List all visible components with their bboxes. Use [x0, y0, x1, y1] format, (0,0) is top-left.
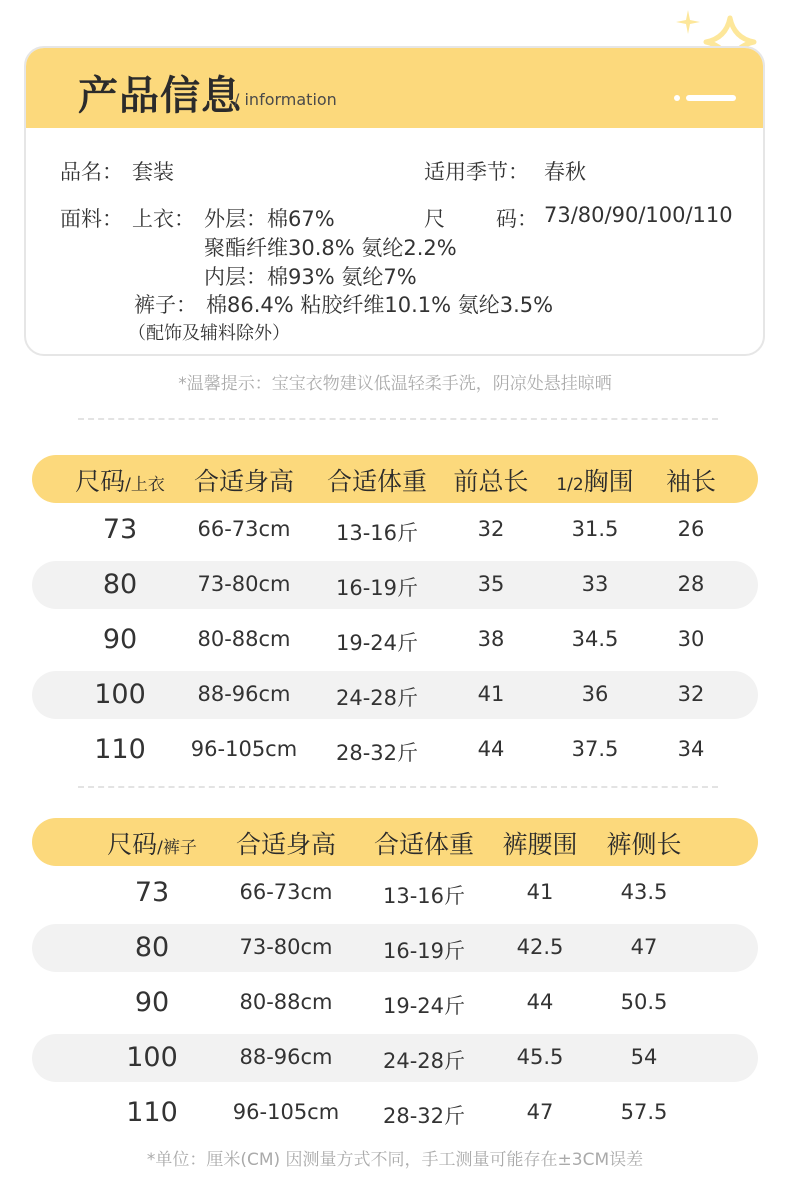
size-label-1: 尺 — [424, 207, 445, 231]
table-cell: 88-96cm — [197, 682, 291, 706]
page-title: 产品信息 — [78, 73, 242, 119]
season-value: 春秋 — [544, 160, 586, 184]
table-cell: 44 — [477, 737, 505, 761]
table-cell: 88-96cm — [239, 1045, 333, 1069]
table-cell: 43.5 — [620, 880, 668, 904]
table-cell: 34.5 — [571, 627, 619, 651]
table-cell: 34 — [677, 737, 705, 761]
table-cell: 80-88cm — [197, 627, 291, 651]
table-cell: 31.5 — [571, 517, 619, 541]
table-cell: 47 — [526, 1100, 554, 1124]
size-label-2: 码： — [496, 207, 538, 231]
table-cell: 66-73cm — [239, 880, 333, 904]
header-label: 合适体重 — [373, 830, 475, 859]
header-label: 合适体重 — [326, 467, 428, 496]
fabric-note: （配饰及辅料除外） — [128, 323, 290, 344]
header-label: 胸围 — [583, 467, 634, 496]
table-cell: 96-105cm — [190, 737, 298, 761]
table-cell: 38 — [477, 627, 505, 651]
header-label: 尺码 — [107, 830, 158, 859]
table-cell: 73-80cm — [197, 572, 291, 596]
size-cell: 73 — [102, 514, 138, 545]
size-cell: 110 — [94, 734, 146, 765]
table-cell: 28 — [677, 572, 705, 596]
table-cell: 41 — [526, 880, 554, 904]
page-subtitle: / information — [234, 90, 337, 109]
table-cell: 47 — [630, 935, 658, 959]
column-header — [374, 825, 474, 861]
size-cell: 80 — [102, 569, 138, 600]
table-cell: 24-28斤 — [382, 1049, 466, 1073]
table-cell: 54 — [630, 1045, 658, 1069]
table-cell: 36 — [581, 682, 609, 706]
column-header — [453, 462, 528, 498]
header-label: 裤腰围 — [502, 830, 578, 859]
header-label: 尺码 — [75, 467, 126, 496]
header-label: 合适身高 — [193, 467, 295, 496]
column-header — [75, 462, 165, 498]
size-cell: 80 — [134, 932, 170, 963]
table-cell: 42.5 — [516, 935, 564, 959]
table-cell: 16-19斤 — [382, 939, 466, 963]
table-cell: 13-16斤 — [335, 521, 419, 545]
table-cell: 32 — [677, 682, 705, 706]
top-label: 上衣： — [132, 207, 195, 231]
unit-footnote: *单位：厘米(CM) 因测量方式不同，手工测量可能存在±3CM误差 — [146, 1150, 644, 1170]
column-header — [107, 825, 197, 861]
top-inner: 内层：棉93% 氨纶7% — [204, 265, 417, 289]
fabric-label: 面料： — [60, 207, 123, 231]
column-header — [556, 462, 633, 498]
pants-label: 裤子： — [134, 293, 197, 317]
table-cell: 13-16斤 — [382, 884, 466, 908]
column-header — [666, 462, 716, 498]
table-cell: 16-19斤 — [335, 576, 419, 600]
season-label: 适用季节： — [424, 160, 529, 184]
size-cell: 90 — [134, 987, 170, 1018]
table-cell: 73-80cm — [239, 935, 333, 959]
name-value: 套装 — [132, 160, 174, 184]
table-cell: 41 — [477, 682, 505, 706]
size-value: 73/80/90/100/110 — [544, 203, 733, 227]
header-label: 前总长 — [453, 467, 529, 496]
table-cell: 32 — [477, 517, 505, 541]
table-cell: 28-32斤 — [335, 741, 419, 765]
table-cell: 30 — [677, 627, 705, 651]
name-label: 品名： — [60, 160, 123, 184]
pants-value: 棉86.4% 粘胶纤维10.1% 氨纶3.5% — [206, 293, 554, 317]
header-label: 合适身高 — [235, 830, 337, 859]
divider — [78, 786, 718, 788]
table-cell: 33 — [581, 572, 609, 596]
table-cell: 19-24斤 — [382, 994, 466, 1018]
table-cell: 50.5 — [620, 990, 668, 1014]
table-cell: 66-73cm — [197, 517, 291, 541]
card-header — [26, 48, 763, 128]
column-header — [236, 825, 336, 861]
header-prefix: 1/2 — [556, 475, 584, 495]
divider — [78, 418, 718, 420]
size-cell: 110 — [126, 1097, 178, 1128]
table-cell: 45.5 — [516, 1045, 564, 1069]
column-header — [606, 825, 681, 861]
column-header — [327, 462, 427, 498]
table-cell: 96-105cm — [232, 1100, 340, 1124]
size-cell: 100 — [94, 679, 146, 710]
wash-tip: *温馨提示：宝宝衣物建议低温轻柔手洗，阴凉处悬挂晾晒 — [178, 374, 612, 394]
table-cell: 19-24斤 — [335, 631, 419, 655]
column-header — [194, 462, 294, 498]
size-cell: 90 — [102, 624, 138, 655]
header-label: 袖长 — [665, 467, 717, 496]
header-suffix: /裤子 — [157, 838, 197, 858]
table-cell: 57.5 — [620, 1100, 668, 1124]
table-cell: 28-32斤 — [382, 1104, 466, 1128]
size-cell: 73 — [134, 877, 170, 908]
table-cell: 37.5 — [571, 737, 619, 761]
header-deco-dot — [674, 95, 680, 101]
header-suffix: /上衣 — [125, 475, 165, 495]
product-info-card — [24, 46, 765, 356]
top-outer-2: 聚酯纤维30.8% 氨纶2.2% — [204, 236, 457, 260]
table-cell: 44 — [526, 990, 554, 1014]
top-outer: 外层：棉67% — [204, 207, 335, 231]
column-header — [502, 825, 577, 861]
header-label: 裤侧长 — [606, 830, 682, 859]
table-cell: 24-28斤 — [335, 686, 419, 710]
size-cell: 100 — [126, 1042, 178, 1073]
table-cell: 35 — [477, 572, 505, 596]
table-cell: 80-88cm — [239, 990, 333, 1014]
header-deco-bar — [686, 95, 736, 101]
table-cell: 26 — [677, 517, 705, 541]
